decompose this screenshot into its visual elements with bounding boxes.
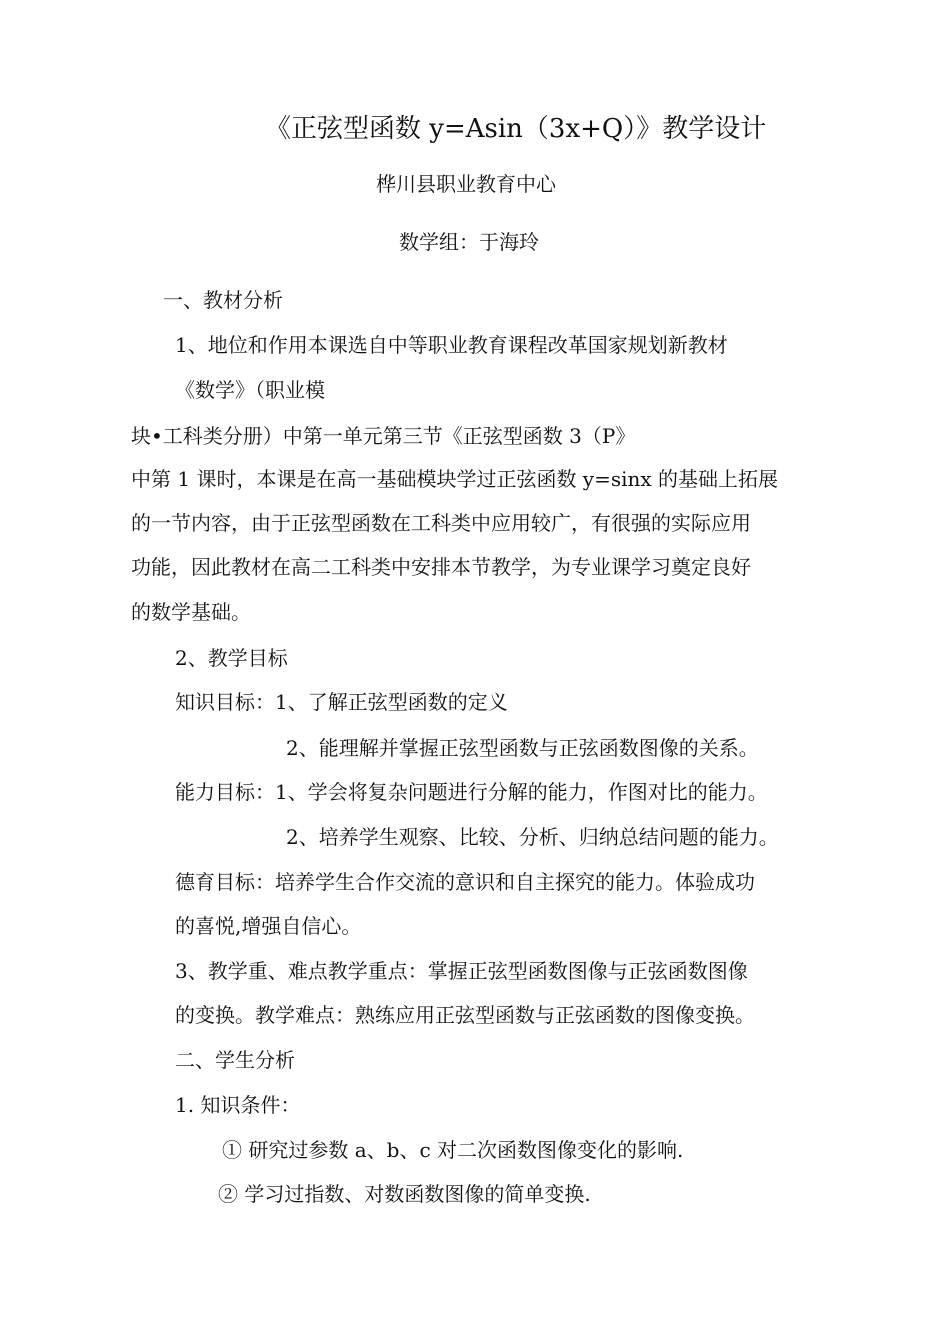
- document-title: 《正弦型函数 y=Asin（3x+Q）》教学设计: [265, 114, 767, 144]
- key-points-paragraph: 3、教学重、难点教学重点：掌握正弦型函数图像与正弦函数图像: [175, 959, 748, 983]
- knowledge-conditions-heading: 1. 知识条件：: [175, 1093, 301, 1117]
- key-points-paragraph: 的变换。教学难点：熟练应用正弦型函数与正弦函数的图像变换。: [175, 1003, 755, 1027]
- paragraph-line: 的数学基础。: [131, 600, 251, 624]
- paragraph-line: 1、地位和作用本课选自中等职业教育课程改革国家规划新教材: [175, 333, 728, 357]
- paragraph-line: 的一节内容，由于正弦型函数在工科类中应用较广，有很强的实际应用: [131, 511, 751, 535]
- author-line: 数学组：于海玲: [399, 230, 539, 254]
- paragraph-line: 中第 1 课时，本课是在高一基础模块学过正弦函数 y=sinx 的基础上拓展: [131, 467, 779, 491]
- moral-goal: 德育目标：培养学生合作交流的意识和自主探究的能力。体验成功: [175, 870, 755, 894]
- section-heading-textbook-analysis: 一、教材分析: [163, 288, 283, 312]
- condition-item: ② 学习过指数、对数函数图像的简单变换.: [218, 1182, 591, 1206]
- section-heading-student-analysis: 二、学生分析: [175, 1048, 295, 1072]
- ability-goal: 能力目标：1、学会将复杂问题进行分解的能力，作图对比的能力。: [175, 780, 768, 804]
- moral-goal: 的喜悦,增强自信心。: [175, 914, 362, 938]
- knowledge-goal: 知识目标：1、了解正弦型函数的定义: [175, 690, 508, 714]
- paragraph-line: 《数学》（职业模: [175, 378, 325, 402]
- paragraph-line: 功能，因此教材在高二工科类中安排本节教学，为专业课学习奠定良好: [131, 555, 751, 579]
- school-name: 桦川县职业教育中心: [376, 172, 556, 196]
- paragraph-line: 块•工科类分册）中第一单元第三节《正弦型函数 3（P》: [131, 424, 636, 448]
- ability-goal: 2、培养学生观察、比较、分析、归纳总结问题的能力。: [286, 825, 779, 849]
- condition-item: ① 研究过参数 a、b、c 对二次函数图像变化的影响.: [222, 1138, 684, 1162]
- knowledge-goal: 2、能理解并掌握正弦型函数与正弦函数图像的关系。: [286, 736, 759, 760]
- subheading-teaching-goals: 2、教学目标: [175, 646, 288, 670]
